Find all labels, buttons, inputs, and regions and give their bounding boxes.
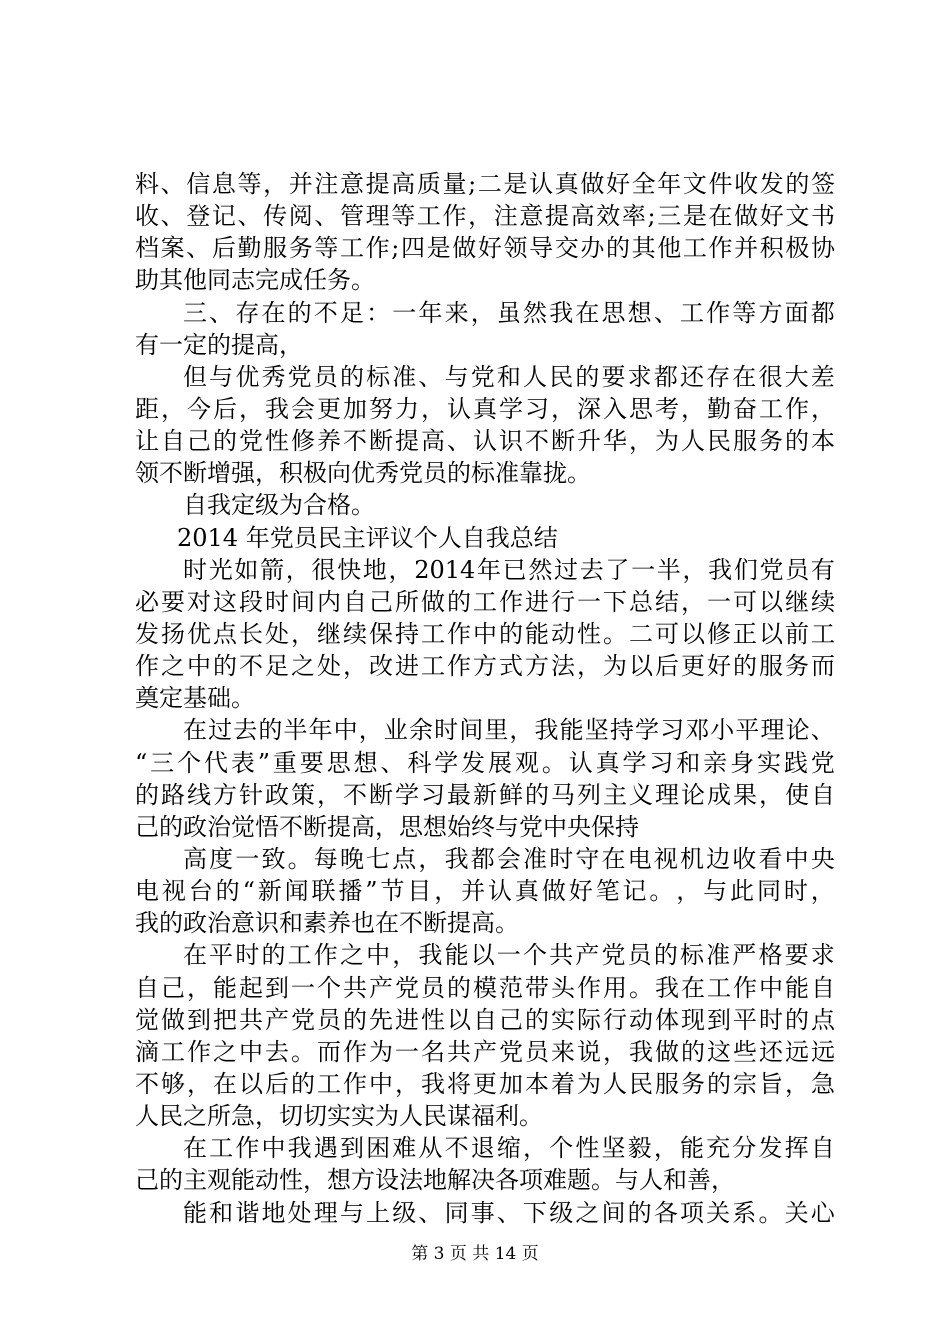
text-line: 能 和 谐 地 处 理 与 上 级 、 同 事 、 下 级 之 间 的 各 项 关 系 。 关 心 bbox=[183, 1198, 835, 1227]
text-line: 作 之 中 的 不 足 之 处 ， 改 进 工 作 方 式 方 法 ， 为 以 后 更 好 的 服 务 而 bbox=[135, 652, 835, 681]
text-line: 料 、 信 息 等 ， 并 注 意 提 高 质 量 ; 二 是 认 真 做 好 全 年 文 件 收 发 的 签 bbox=[135, 170, 835, 198]
text-line: 觉 做 到 把 共 产 党 员 的 先 进 性 以 自 己 的 实 际 行 动 体 现 到 平 时 的 点 bbox=[135, 1005, 835, 1034]
page-footer: 第 3 页 共 14 页 bbox=[411, 1244, 539, 1264]
text-line: 滴 工 作 之 中 去 。 而 作 为 一 名 共 产 党 员 来 说 ， 我 做 的 这 些 还 远 远 bbox=[135, 1037, 835, 1066]
text-line: 三 、 存 在 的 不 足 ： 一 年 来 ， 虽 然 我 在 思 想 、 工 作 等 方 面 都 bbox=[183, 298, 835, 327]
text-line: 己的政治觉悟不断提高，思想始终与党中央保持 bbox=[135, 812, 639, 841]
text-line: 在 过 去 的 半 年 中 ， 业 余 时 间 里 ， 我 能 坚 持 学 习 邓 小 平 理 论 、 bbox=[183, 716, 835, 745]
text-line: 奠定基础。 bbox=[135, 684, 255, 713]
text-line: 发 扬 优 点 长 处 ， 继 续 保 持 工 作 中 的 能 动 性 。 二 可 以 修 正 以 前 工 bbox=[135, 619, 835, 648]
text-line: 在 平 时 的 工 作 之 中 ， 我 能 以 一 个 共 产 党 员 的 标 准 严 格 要 求 bbox=[183, 941, 835, 970]
text-line: 收 、 登 记 、 传 阅 、 管 理 等 工 作 ， 注 意 提 高 效 率 ; 三 是 在 做 好 文 书 bbox=[135, 202, 835, 231]
text-line: 电 视 台 的 “ 新 闻 联 播 ” 节 目 ， 并 认 真 做 好 笔 记 。 ， 与 此 同 时 ， bbox=[135, 877, 835, 906]
text-line: 高 度 一 致 。 每 晚 七 点 ， 我 都 会 准 时 守 在 电 视 机 边 收 看 中 央 bbox=[183, 844, 835, 873]
text-line: 我的政治意识和素养也在不断提高。 bbox=[135, 909, 519, 938]
text-line: 档 案 、 后 勤 服 务 等 工 作 ; 四 是 做 好 领 导 交 办 的 其 他 工 作 并 积 极 协 bbox=[135, 234, 835, 263]
text-line: “ 三 个 代 表 ” 重 要 思 想 、 科 学 发 展 观 。 认 真 学 习 和 亲 身 实 践 党 bbox=[135, 748, 835, 777]
text-line: 的 路 线 方 针 政 策 ， 不 断 学 习 最 新 鲜 的 马 列 主 义 理 论 成 果 ， 使 自 bbox=[135, 780, 835, 809]
text-line: 助其他同志完成任务。 bbox=[135, 266, 375, 295]
text-line: 但 与 优 秀 党 员 的 标 准 、 与 党 和 人 民 的 要 求 都 还 存 在 很 大 差 bbox=[183, 362, 835, 391]
text-line: 自我定级为合格。 bbox=[183, 491, 375, 520]
document-body bbox=[135, 168, 835, 1229]
text-line: 让 自 己 的 党 性 修 养 不 断 提 高 、 认 识 不 断 升 华 ， 为 人 民 服 务 的 本 bbox=[135, 427, 835, 456]
text-line: 有一定的提高， bbox=[135, 330, 303, 359]
text-line: 人民之所急，切切实实为人民谋福利。 bbox=[135, 1102, 543, 1131]
text-line: 距 ， 今 后 ， 我 会 更 加 努 力 ， 认 真 学 习 ， 深 入 思 考 ， 勤 奋 工 作 ， bbox=[135, 394, 835, 423]
text-line: 时 光 如 箭 ， 很 快 地 ， 2014 年 已 然 过 去 了 一 半 ， 我 们 党 员 有 bbox=[183, 555, 835, 584]
text-line: 在 工 作 中 我 遇 到 困 难 从 不 退 缩 ， 个 性 坚 毅 ， 能 充 分 发 挥 自 bbox=[183, 1134, 835, 1163]
text-line: 己的主观能动性，想方设法地解决各项难题。与人和善， bbox=[135, 1166, 735, 1195]
text-line: 领不断增强，积极向优秀党员的标准靠拢。 bbox=[135, 459, 591, 488]
text-line: 必 要 对 这 段 时 间 内 自 己 所 做 的 工 作 进 行 一 下 总 结 ， 一 可 以 继 续 bbox=[135, 587, 835, 616]
text-line: 不 够 ， 在 以 后 的 工 作 中 ， 我 将 更 加 本 着 为 人 民 服 务 的 宗 旨 ， 急 bbox=[135, 1069, 835, 1098]
text-line: 2014 年党员民主评议个人自我总结 bbox=[177, 523, 558, 552]
text-line: 自 己 ， 能 起 到 一 个 共 产 党 员 的 模 范 带 头 作 用 。 我 在 工 作 中 能 自 bbox=[135, 973, 835, 1002]
